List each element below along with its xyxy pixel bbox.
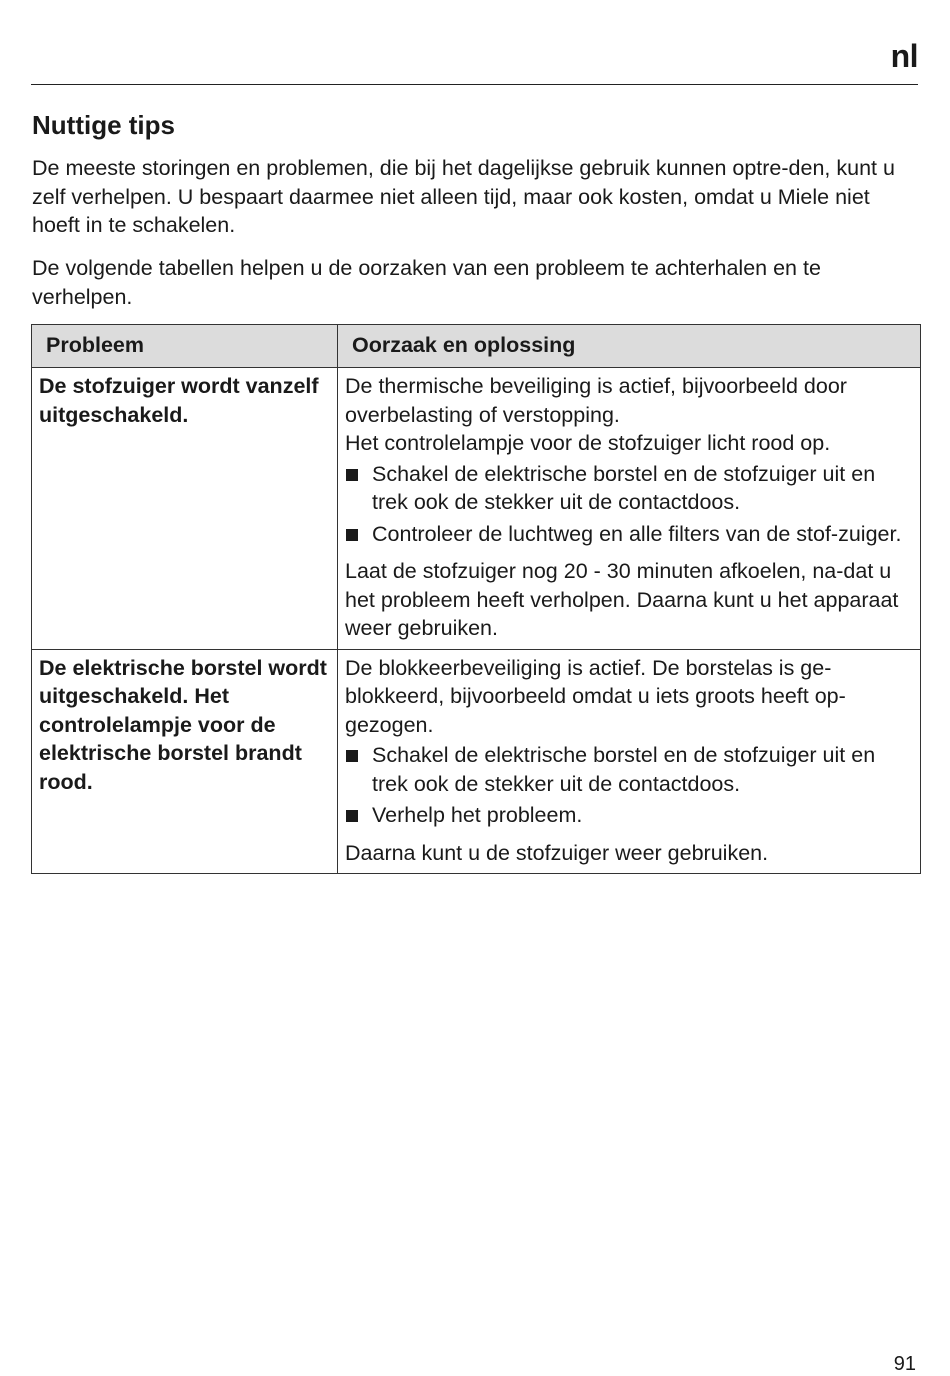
cause-cell xyxy=(338,649,921,874)
step-text: Controleer de luchtweg en alle filters van de stof-zuiger. xyxy=(372,521,902,546)
square-bullet-icon xyxy=(346,469,358,481)
problem-cell: De elektrische borstel wordt uitgeschakeld. Het controlelampje voor de elektrische borstel brandt rood. xyxy=(32,649,338,874)
square-bullet-icon xyxy=(346,529,358,541)
solution-steps xyxy=(345,460,912,549)
intro-paragraph: De volgende tabellen helpen u de oorzaken van een probleem te achterhalen en te verhelpen. xyxy=(32,256,821,309)
list-item xyxy=(345,741,912,798)
header-divider xyxy=(31,84,918,85)
cause-cell xyxy=(338,368,921,650)
troubleshooting-table xyxy=(31,324,921,874)
step-text: Schakel de elektrische borstel en de stofzuiger uit en trek ook de stekker uit de contactdoos. xyxy=(372,743,876,796)
column-header-cause: Oorzaak en oplossing xyxy=(338,325,921,368)
page-number: 91 xyxy=(893,1353,916,1375)
problem-cell: De stofzuiger wordt vanzelf uitgeschakeld. xyxy=(32,368,338,650)
step-text: Verhelp het probleem. xyxy=(372,803,583,827)
cause-text: De thermische beveiliging is actief, bijvoorbeeld door overbelasting of verstopping. xyxy=(345,374,847,427)
closing-text: Laat de stofzuiger nog 20 - 30 minuten afkoelen, na-dat u het probleem heeft verholpen. Daarna kunt u het apparaat weer gebruiken. xyxy=(345,559,899,640)
cause-text: Het controlelampje voor de stofzuiger licht rood op. xyxy=(345,431,831,455)
list-item xyxy=(345,460,912,517)
column-header-problem: Probleem xyxy=(32,325,338,368)
list-item xyxy=(345,801,912,830)
language-tag: nl xyxy=(890,38,918,74)
table-header-row xyxy=(32,325,921,368)
step-text: Schakel de elektrische borstel en de stofzuiger uit en trek ook de stekker uit de contactdoos. xyxy=(372,461,876,514)
table-row xyxy=(32,368,921,650)
square-bullet-icon xyxy=(346,750,358,762)
cause-text: De blokkeerbeveiliging is actief. De borstelas is ge-blokkeerd, bijvoorbeeld omdat u iets groots heeft op-gezogen. xyxy=(345,655,846,737)
solution-steps xyxy=(345,741,912,830)
section-title: Nuttige tips xyxy=(32,110,175,140)
intro-paragraph: De meeste storingen en problemen, die bij het dagelijkse gebruik kunnen optre-den, kunt u zelf verhelpen. U bespaart daarmee niet alleen tijd, maar ook kosten, omdat u Miele niet hoeft in te schakelen. xyxy=(32,156,895,237)
table-row xyxy=(32,649,921,874)
square-bullet-icon xyxy=(346,810,358,822)
list-item xyxy=(345,520,912,549)
closing-text: Daarna kunt u de stofzuiger weer gebruiken. xyxy=(345,840,769,865)
